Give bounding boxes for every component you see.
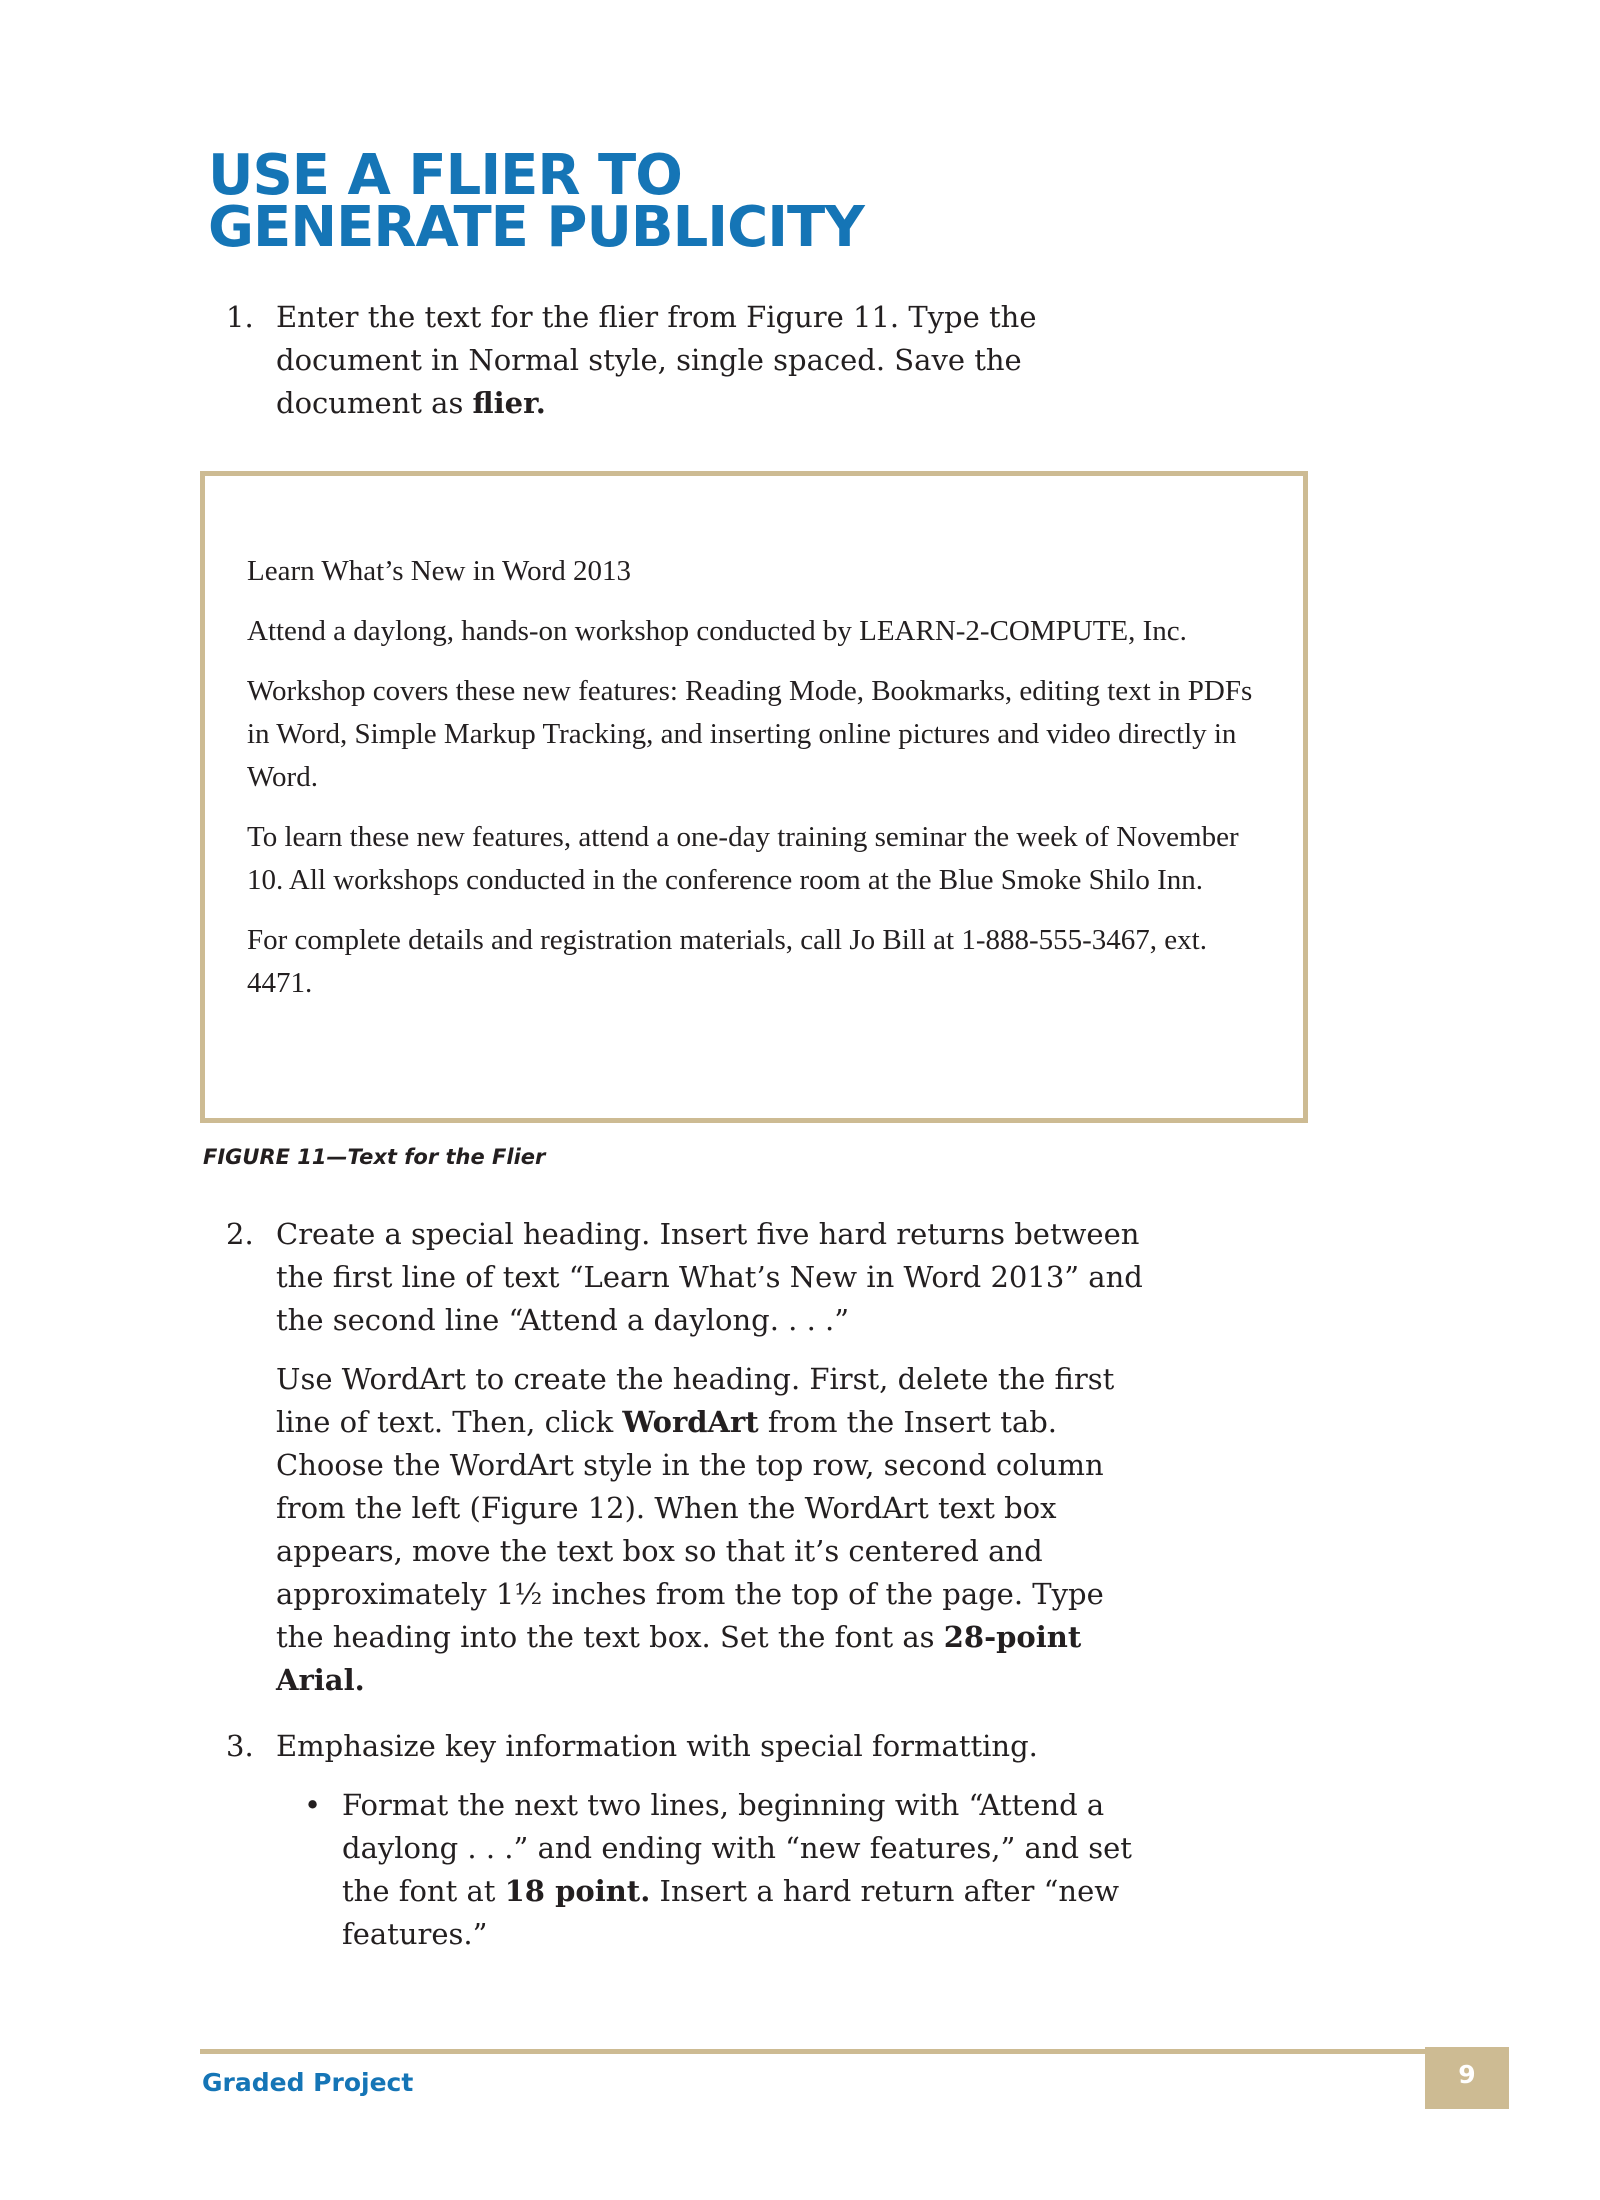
step-body	[276, 1213, 1156, 1702]
flier-line: For complete details and registration materials, call Jo Bill at 1-888-555-3467, ext. 4471.	[247, 924, 1207, 999]
figure-caption: FIGURE 11—Text for the Flier	[203, 1145, 546, 1169]
step-body	[276, 296, 1156, 425]
flier-line: To learn these new features, attend a one-day training seminar the week of November 10. All workshops conducted in the conference room at the Blue Smoke Shilo Inn.	[247, 821, 1239, 896]
step-number: 2.	[226, 1217, 254, 1251]
step-paragraph	[276, 296, 1156, 425]
bold-text: 28-point Arial.	[276, 1620, 1082, 1697]
step-paragraph	[276, 1358, 1156, 1702]
step-1	[226, 296, 1156, 425]
section-heading	[208, 143, 864, 260]
page-number: 9	[1425, 2047, 1509, 2109]
step-text: Use WordArt to create the heading. First, delete the first line of text. Then, click	[276, 1362, 1115, 1439]
bold-text: WordArt	[622, 1405, 759, 1439]
bullet-icon: •	[304, 1788, 322, 1822]
bullet-item	[304, 1784, 1156, 1956]
step-text: from the Insert tab. Choose the WordArt style in the top row, second column from the left (Figure 12). When the WordArt text box appears, move the text box so that it’s centered and approximately 1½ inches from the top of the page. Type the heading into the text box. Set the font as	[276, 1405, 1104, 1654]
flier-text	[247, 550, 1257, 1022]
step-number: 1.	[226, 300, 254, 334]
step-paragraph: Create a special heading. Insert five hard returns between the first line of text “Learn What’s New in Word 2013” and the second line “Attend a daylong. . . .”	[276, 1217, 1143, 1337]
bold-text: flier.	[472, 386, 546, 420]
step-text: Format the next two lines, beginning with “Attend a daylong . . .” and ending with “new features,” and set the font at	[342, 1788, 1132, 1908]
flier-line: Workshop covers these new features: Reading Mode, Bookmarks, editing text in PDFs in Word, Simple Markup Tracking, and inserting online pictures and video directly in Word.	[247, 675, 1253, 793]
footer-divider	[200, 2049, 1509, 2054]
figure-11-box	[200, 471, 1308, 1123]
footer-title: Graded Project	[202, 2068, 414, 2097]
step-text: Insert a hard return after “new features.”	[342, 1874, 1120, 1951]
step-2	[226, 1213, 1156, 1702]
step-3	[226, 1725, 1156, 1956]
flier-line: Attend a daylong, hands-on workshop conducted by LEARN-2-COMPUTE, Inc.	[247, 615, 1187, 647]
step-paragraph: Emphasize key information with special formatting.	[276, 1729, 1038, 1763]
step-body	[276, 1725, 1156, 1956]
step-text: Enter the text for the flier from Figure 11. Type the document in Normal style, single spaced. Save the document as	[276, 300, 1037, 420]
step-number: 3.	[226, 1729, 254, 1763]
heading-line-1: USE A FLIER TO	[208, 143, 682, 208]
flier-line: Learn What’s New in Word 2013	[247, 555, 631, 587]
bold-text: 18 point.	[504, 1874, 651, 1908]
heading-line-2: GENERATE PUBLICITY	[208, 195, 864, 260]
